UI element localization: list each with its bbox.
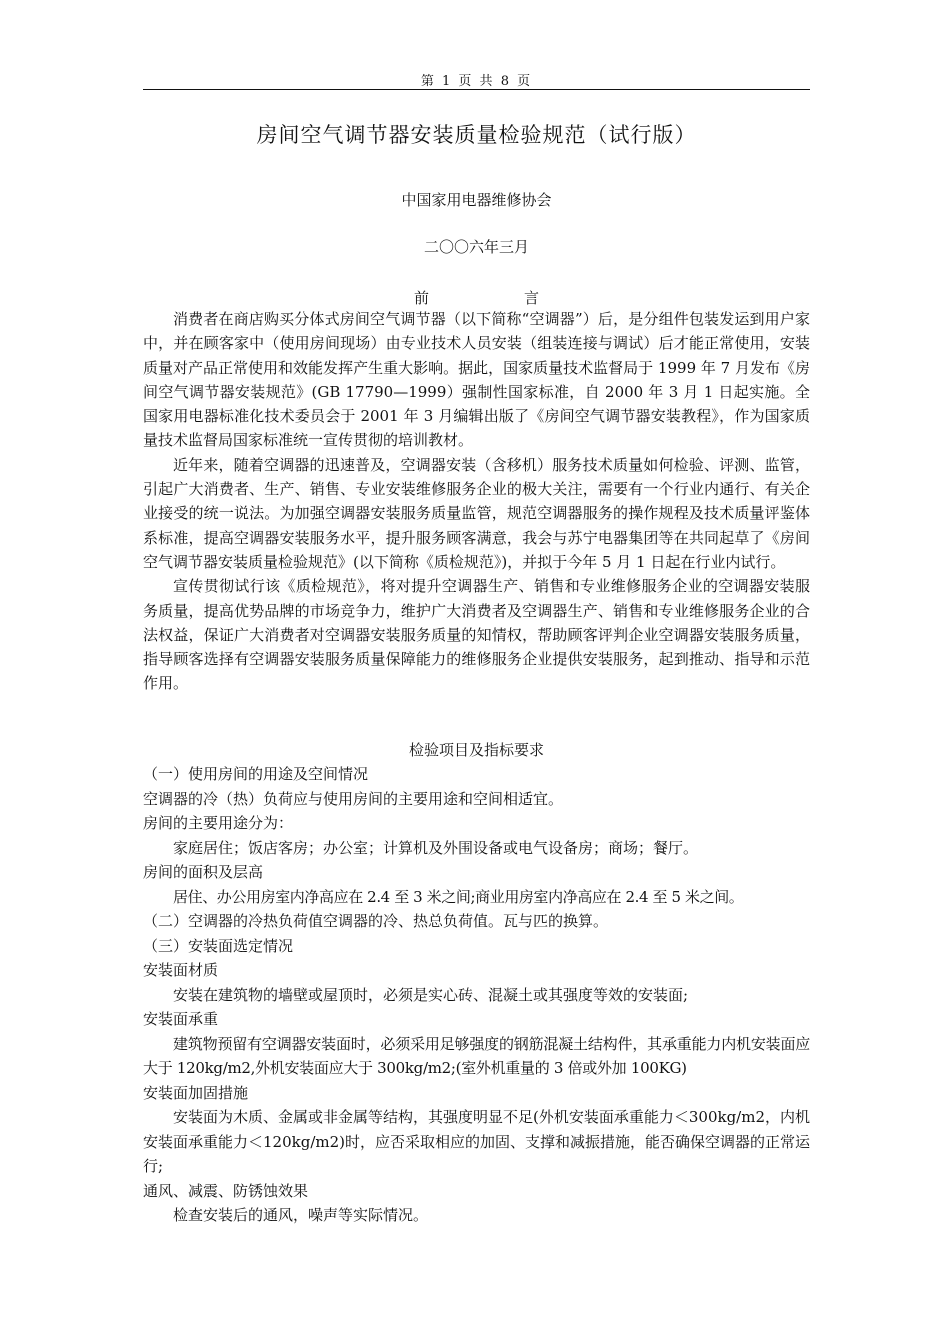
preface-heading-right: 言 — [524, 289, 540, 307]
item-subheading: 安装面承重 — [143, 1010, 219, 1028]
item-subheading: 房间的面积及层高 — [143, 863, 264, 881]
preface-body — [143, 307, 810, 696]
item-text: 空调器的冷（热）负荷应与使用房间的主要用途和空间相适宜。 — [143, 789, 564, 808]
item-text: 安装面为木质、金属或非金属等结构，其强度明显不足(外机安装面承重能力＜300kg/m2，内机安装面承重能力＜120kg/m2)时，应否采取相应的加固、支撑和减振措施，能否确保空调器的正常运行; — [143, 1108, 810, 1175]
preface-paragraph: 消费者在商店购买分体式房间空气调节器（以下简称“空调器”）后，是分组件包装发运到用户家中，并在顾客家中（使用房间现场）由专业技术人员安装（组装连接与调试）后才能正常使用，安装质量对产品正常使用和效能发挥产生重大影响。据此，国家质量技术监督局于 1999 年 7 月发布《房间空气调节器安装规范》(GB 17790—1999）强制性国家标准，自 2000 年 3 月 1 日起实施。全国家用电器标准化技术委员会于 2001 年 3 月编辑出版了《房间空气调节器安装教程》，作为国家质量技术监督局国家标准统一宣传贯彻的培训教材。 — [143, 310, 810, 450]
item-text: 建筑物预留有空调器安装面时，必须采用足够强度的钢筋混凝土结构件，其承重能力内机安装面应大于 120kg/m2,外机安装面应大于 300kg/m2;(室外机重量的 3 倍或外加 100KG) — [143, 1034, 810, 1077]
item-heading: （一）使用房间的用途及空间情况 — [143, 765, 369, 783]
preface-paragraph: 近年来，随着空调器的迅速普及，空调器安装（含移机）服务技术质量如何检验、评测、监管，引起广大消费者、生产、销售、专业安装维修服务企业的极大关注，需要有一个行业内通行、有关企业接受的统一说法。为加强空调器安装服务质量监管，规范空调器服务的操作规程及技术质量评鉴体系标准，提高空调器安装服务水平，提升服务顾客满意，我会与苏宁电器集团等在共同起草了《房间空气调节器安装质量检验规范》(以下简称《质检规范》)，并拟于今年 5 月 1 日起在行业内试行。 — [143, 455, 810, 571]
issuing-organization: 中国家用电器维修协会 — [401, 191, 552, 209]
item-heading: （三）安装面选定情况 — [143, 936, 294, 955]
preface-heading — [143, 287, 810, 308]
preface-paragraph: 宣传贯彻试行该《质检规范》，将对提升空调器生产、销售和专业维修服务企业的空调器安装服务质量，提高优势品牌的市场竞争力，维护广大消费者及空调器生产、销售和专业维修服务企业的合法权益，保证广大消费者对空调器安装服务质量的知情权，帮助顾客评判企业空调器安装服务质量，指导顾客选择有空调器安装服务质量保障能力的维修服务企业提供安装服务，起到推动、指导和示范作用。 — [143, 577, 810, 693]
item-text: 检查安装后的通风，噪声等实际情况。 — [173, 1206, 429, 1224]
item-text: 房间的主要用途分为： — [143, 814, 294, 832]
preface-heading-left: 前 — [413, 289, 429, 307]
inspection-items — [143, 762, 810, 1228]
issue-date: 二〇〇六年三月 — [423, 238, 529, 256]
item-subheading: 安装面材质 — [143, 961, 219, 979]
page-number-header: 第 1 页 共 8 页 — [420, 74, 533, 89]
header-divider — [143, 89, 810, 90]
item-text: 安装在建筑物的墙壁或屋顶时，必须是实心砖、混凝土或其强度等效的安装面; — [173, 985, 689, 1004]
item-subheading: 通风、减震、防锈蚀效果 — [143, 1181, 309, 1200]
item-subheading: 安装面加固措施 — [143, 1083, 249, 1102]
section-title: 检验项目及指标要求 — [408, 741, 544, 759]
item-text: 居住、办公用房室内净高应在 2.4 至 3 米之间;商业用房室内净高应在 2.4 至 5 米之间。 — [173, 887, 744, 906]
item-text: 家庭居住；饭店客房；办公室；计算机及外围设备或电气设备房；商场；餐厅。 — [173, 838, 699, 857]
document-title: 房间空气调节器安装质量检验规范（试行版） — [256, 123, 697, 147]
item-heading: （二）空调器的冷热负荷值空调器的冷、热总负荷值。瓦与匹的换算。 — [143, 912, 609, 930]
